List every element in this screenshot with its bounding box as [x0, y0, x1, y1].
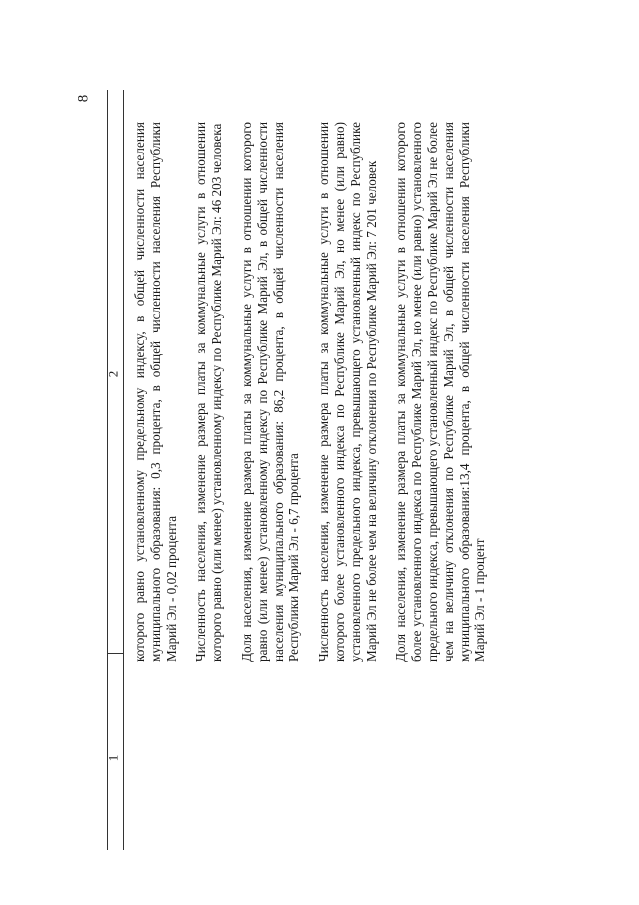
paragraph-population-above-index: Численность населения, изменение размера платы за коммунальные услуги в отношении которого более установленного индекса по Республике Марий Эл, но менее (или равно) установленного предельного индекса, превышающего установленный индекс по Республике Марий Эл не более чем на величину отклонения по Республике Марий Эл: 7 201 человек — [316, 122, 379, 662]
paragraph-population-equal-index: Численность населения, изменение размера платы за коммунальные услуги в отношении которого равно (или менее) установленному индексу по Республике Марий Эл: 46 203 человека — [193, 122, 225, 662]
table-rule-left — [107, 90, 108, 850]
paragraph-share-above-index: Доля населения, изменение размера платы за коммунальные услуги в отношении которого более установленного индекса по Республике Марий Эл, но менее (или равно) установленного предельного индекса, превышающего установленный индекс по Республике Марий Эл не более чем на величину отклонения по Республике Марий Эл, в общей численности населения муниципального образования:13,4 процента, в общей численности населения Республики Марий Эл - 1 процент — [393, 122, 488, 662]
page-number: 8 — [75, 94, 92, 103]
paragraph-share-equal-limit: которого равно установленному предельному индексу, в общей численности населения муниципального образования: 0,3 процента, в общей численности населения Республики Марий Эл - 0,02 процента — [132, 122, 179, 662]
column-header-2: 2 — [105, 370, 121, 378]
table-rule-header — [123, 90, 124, 850]
column-header-1: 1 — [105, 754, 121, 762]
paragraph-share-equal-index: Доля населения, изменение размера платы за коммунальные услуги в отношении которого равно (или менее) установленному индексу по Республике Марий Эл, в общей численности населения муниципального образования: 86,2 процента, в общей численности населения Республики Марий Эл - 6,7 процента — [238, 122, 302, 662]
table-rule-column-divider — [107, 653, 123, 654]
table-cell-content — [132, 122, 502, 662]
